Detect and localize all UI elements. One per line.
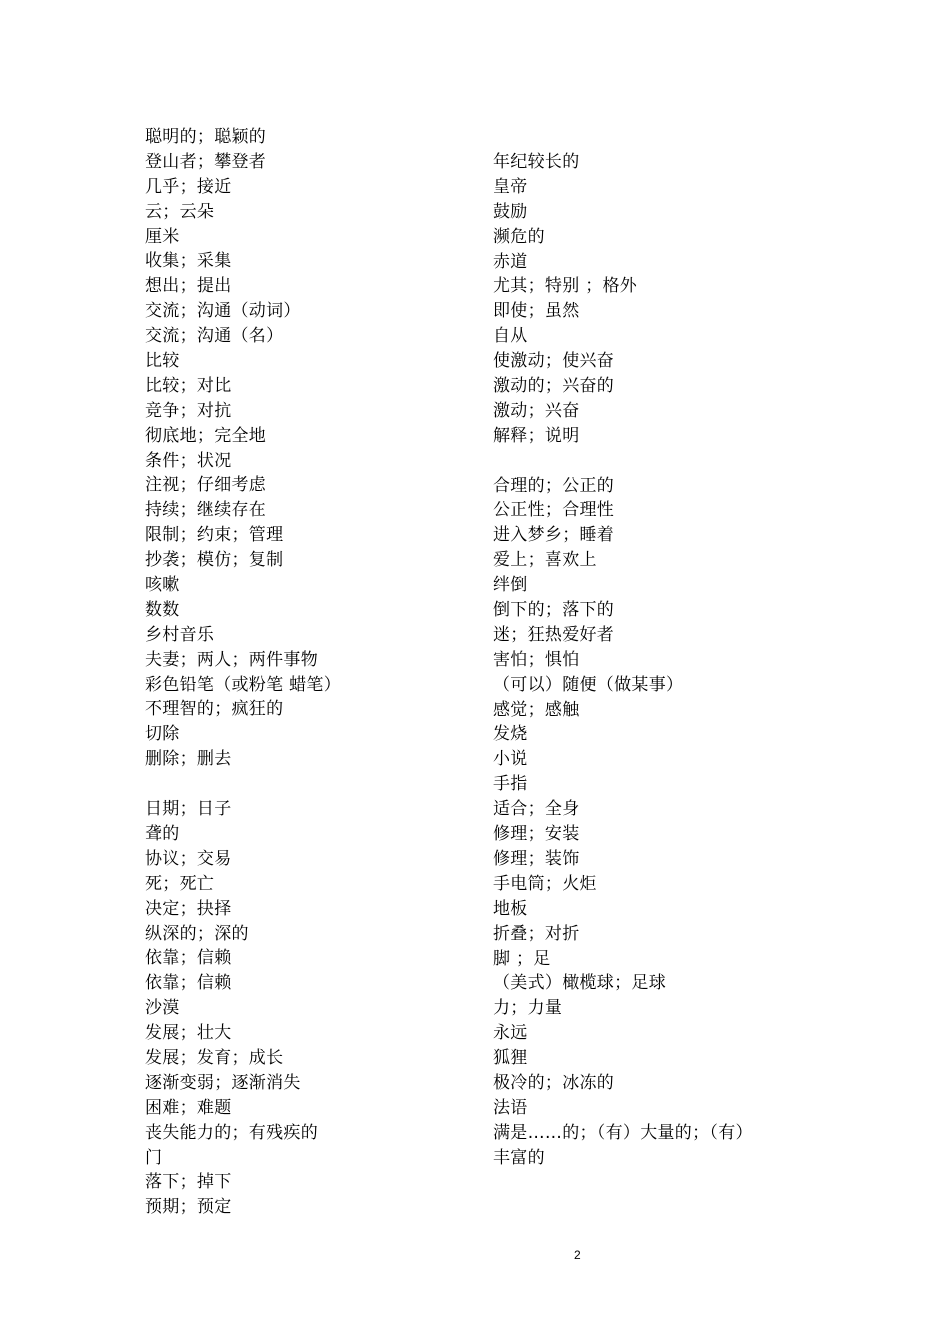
vocabulary-entry: 皇帝 (493, 176, 528, 197)
vocabulary-entry: 不理智的；疯狂的 (145, 699, 284, 720)
vocabulary-entry: 依靠；信赖 (145, 973, 232, 994)
vocabulary-entry: 交流；沟通（名） (145, 326, 284, 347)
vocabulary-entry: 手电筒；火炬 (493, 873, 597, 894)
vocabulary-entry: 依靠；信赖 (145, 948, 232, 969)
vocabulary-entry: 发烧 (493, 724, 528, 745)
vocabulary-entry: 聋的 (145, 823, 180, 844)
vocabulary-entry: 合理的；公正的 (493, 475, 615, 496)
vocabulary-entry: 几乎；接近 (145, 176, 232, 197)
vocabulary-entry: 自从 (493, 326, 528, 347)
vocabulary-entry: 预期；预定 (145, 1197, 232, 1218)
vocabulary-entry: 尤其；特别 ；格外 (493, 276, 638, 297)
vocabulary-entry: 迷；狂热爱好者 (493, 624, 615, 645)
vocabulary-entry: 力；力量 (493, 998, 563, 1019)
vocabulary-entry: 解释；说明 (493, 425, 580, 446)
vocabulary-entry: 夫妻；两人；两件事物 (145, 649, 318, 670)
vocabulary-entry: 日期；日子 (145, 799, 232, 820)
vocabulary-entry: 竞争；对抗 (145, 400, 232, 421)
vocabulary-entry: 想出；提出 (145, 276, 232, 297)
vocabulary-entry: 即使；虽然 (493, 301, 580, 322)
vocabulary-entry: 门 (145, 1147, 163, 1168)
vocabulary-entry: 害怕；惧怕 (493, 649, 580, 670)
vocabulary-entry: 注视；仔细考虑 (145, 475, 267, 496)
vocabulary-entry: 交流；沟通（动词） (145, 301, 301, 322)
vocabulary-entry: 进入梦乡；睡着 (493, 525, 615, 546)
vocabulary-entry: 脚 ；足 (493, 948, 551, 969)
vocabulary-entry: 咳嗽 (145, 575, 180, 596)
vocabulary-entry (493, 449, 823, 474)
vocabulary-entry: 法语 (493, 1097, 528, 1118)
vocabulary-entry: 绊倒 (493, 575, 528, 596)
vocabulary-entry: 小说 (493, 749, 528, 770)
vocabulary-entry: 地板 (493, 898, 528, 919)
vocabulary-entry: 困难；难题 (145, 1097, 232, 1118)
vocabulary-entry: 持续；继续存在 (145, 500, 267, 521)
vocabulary-entry: 感觉；感触 (493, 699, 580, 720)
vocabulary-entry: 数数 (145, 599, 180, 620)
vocabulary-entry: 彩色铅笔（或粉笔 蜡笔） (145, 674, 342, 695)
vocabulary-entry: 使激动；使兴奋 (493, 351, 615, 372)
page-number: 2 (574, 1248, 581, 1262)
right-vocabulary-column (493, 150, 823, 1171)
vocabulary-entry: 登山者；攀登者 (145, 151, 267, 172)
vocabulary-entry: 协议；交易 (145, 848, 232, 869)
vocabulary-entry: 收集；采集 (145, 251, 232, 272)
vocabulary-entry: 修理；装饰 (493, 848, 580, 869)
vocabulary-entry: 濒危的 (493, 226, 545, 247)
vocabulary-entry: 抄袭；模仿；复制 (145, 550, 284, 571)
vocabulary-entry: 决定；抉择 (145, 898, 232, 919)
vocabulary-entry: 丧失能力的；有残疾的 (145, 1122, 318, 1143)
vocabulary-entry: 比较 (145, 351, 180, 372)
vocabulary-entry: 修理；安装 (493, 824, 580, 845)
vocabulary-entry: 折叠；对折 (493, 923, 580, 944)
vocabulary-entry: 比较；对比 (145, 375, 232, 396)
vocabulary-entry: 激动；兴奋 (493, 400, 580, 421)
vocabulary-entry: 倒下的；落下的 (493, 600, 615, 621)
vocabulary-entry: 公正性；合理性 (493, 500, 615, 521)
vocabulary-entry: 乡村音乐 (145, 624, 215, 645)
vocabulary-entry: 逐渐变弱；逐渐消失 (145, 1072, 301, 1093)
vocabulary-entry: 极冷的；冰冻的 (493, 1072, 615, 1093)
vocabulary-entry: （美式）橄榄球；足球 (493, 973, 666, 994)
vocabulary-entry: 厘米 (145, 226, 180, 247)
vocabulary-entry: 发展；壮大 (145, 1023, 232, 1044)
vocabulary-entry: 永远 (493, 1023, 528, 1044)
vocabulary-entry: （可以）随便（做某事） (493, 674, 684, 695)
vocabulary-entry: 赤道 (493, 251, 528, 272)
vocabulary-entry: 发展；发育；成长 (145, 1047, 284, 1068)
vocabulary-entry: 沙漠 (145, 998, 180, 1019)
vocabulary-entry: 狐狸 (493, 1048, 528, 1069)
vocabulary-entry: 条件；状况 (145, 450, 232, 471)
vocabulary-entry: 切除 (145, 724, 180, 745)
vocabulary-entry: 落下；掉下 (145, 1172, 232, 1193)
vocabulary-entry (145, 772, 475, 797)
vocabulary-entry: 聪明的；聪颖的 (145, 127, 267, 147)
vocabulary-entry: 彻底地；完全地 (145, 425, 267, 446)
vocabulary-entry: 纵深的；深的 (145, 923, 249, 944)
vocabulary-entry: 爱上；喜欢上 (493, 550, 597, 571)
vocabulary-entry: 限制；约束；管理 (145, 525, 284, 546)
vocabulary-entry: 年纪较长的 (493, 152, 580, 172)
left-vocabulary-column (145, 125, 475, 1220)
vocabulary-entry: 激动的；兴奋的 (493, 376, 615, 397)
vocabulary-entry: 死；死亡 (145, 873, 215, 894)
vocabulary-entry: 鼓励 (493, 201, 528, 222)
vocabulary-entry: 满是……的；（有）大量的；（有） (493, 1122, 753, 1143)
vocabulary-entry: 丰富的 (493, 1147, 545, 1168)
vocabulary-entry: 手指 (493, 774, 528, 795)
vocabulary-entry: 适合；全身 (493, 799, 580, 820)
vocabulary-entry: 删除；删去 (145, 749, 232, 770)
vocabulary-entry: 云；云朵 (145, 201, 215, 222)
